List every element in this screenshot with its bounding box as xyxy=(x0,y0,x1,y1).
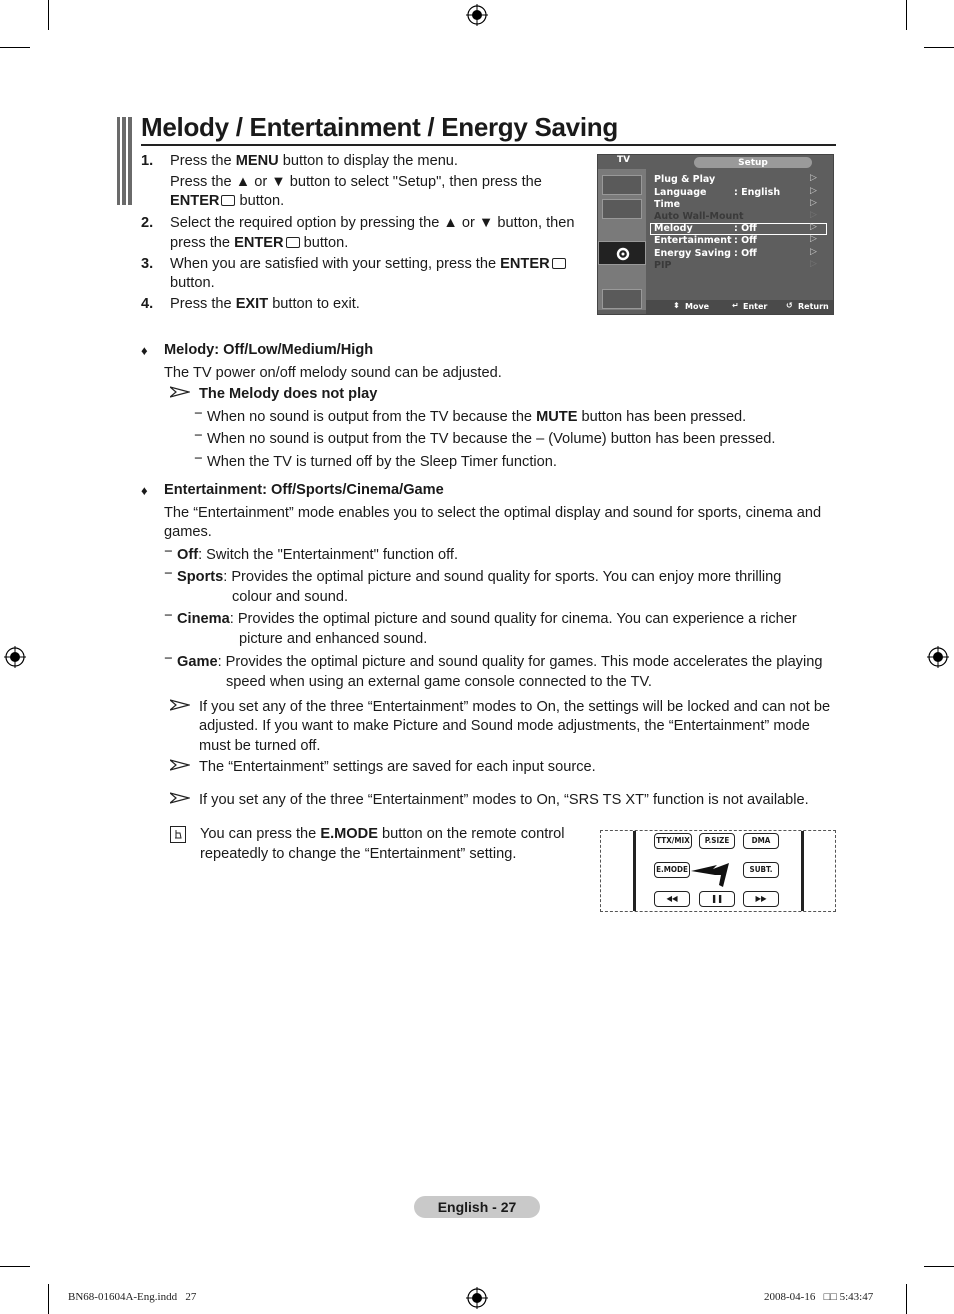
dash-bullet: − xyxy=(164,608,173,624)
setup-gear-icon[interactable] xyxy=(598,241,646,265)
menu-row: PIP xyxy=(654,260,672,271)
remote-hand-icon xyxy=(170,826,186,843)
pointer-arrow-icon xyxy=(689,859,741,889)
registration-mark-icon xyxy=(4,646,26,668)
menu-row-selected[interactable]: Melody : Off xyxy=(654,223,757,234)
submenu-arrow-icon: ▷ xyxy=(810,173,817,183)
crop-mark xyxy=(906,1284,907,1314)
footer-enter-label: Enter xyxy=(743,302,768,311)
submenu-arrow-icon: ▷ xyxy=(810,210,817,220)
fast-forward-button[interactable]: ▶▶ xyxy=(743,891,779,907)
melody-item: When no sound is output from the TV because the – (Volume) button has been pressed. xyxy=(207,431,776,447)
melody-description: The TV power on/off melody sound can be adjusted. xyxy=(164,365,502,381)
menu-row[interactable]: Energy Saving : Off xyxy=(654,248,757,259)
note-arrow-icon xyxy=(170,759,190,771)
submenu-arrow-icon: ▷ xyxy=(810,198,817,208)
return-icon: ↺ xyxy=(786,301,793,310)
date-slug: 2008-04-16 □□ 5:43:47 xyxy=(764,1291,874,1303)
remote-body-edge xyxy=(801,831,804,911)
e-mode-button[interactable]: E.MODE xyxy=(654,862,690,878)
menu-row[interactable]: Plug & Play xyxy=(654,174,716,185)
entertainment-heading: Entertainment: Off/Sports/Cinema/Game xyxy=(164,482,444,498)
title-underline xyxy=(141,144,836,146)
step-1-line-2: Press the ▲ or ▼ button to select "Setup", then press the xyxy=(170,174,542,190)
registration-mark-icon xyxy=(466,4,488,26)
note-arrow-icon xyxy=(170,792,190,804)
crop-mark xyxy=(0,1266,30,1267)
registration-mark-icon xyxy=(466,1287,488,1309)
note-1-line-3: must be turned off. xyxy=(199,738,321,754)
menu-row[interactable]: Entertainment : Off xyxy=(654,235,757,246)
submenu-arrow-icon: ▷ xyxy=(810,186,817,196)
melody-item: When no sound is output from the TV because the MUTE button has been pressed. xyxy=(207,409,747,425)
enter-icon xyxy=(221,195,235,206)
dash-bullet: − xyxy=(194,428,203,444)
entertainment-desc-line-2: games. xyxy=(164,524,212,540)
enter-icon xyxy=(286,237,300,248)
crop-mark xyxy=(48,1284,49,1314)
dash-bullet: − xyxy=(194,451,203,467)
menu-header: Setup xyxy=(694,157,812,168)
step-3-line-2: button. xyxy=(170,275,215,291)
note-1-line-2: adjusted. If you want to make Picture and Sound mode adjustments, the “Entertainment” mode xyxy=(199,718,810,734)
dash-bullet: − xyxy=(164,544,173,560)
note-3: If you set any of the three “Entertainment” modes to On, “SRS TS XT” function is not available. xyxy=(199,792,809,808)
mode-cinema: Cinema: Provides the optimal picture and sound quality for cinema. You can experience a richer xyxy=(177,611,797,627)
submenu-arrow-icon: ▷ xyxy=(810,222,817,232)
enter-icon: ↵ xyxy=(732,301,739,310)
remote-tip-line-1: You can press the E.MODE button on the remote control xyxy=(200,826,565,842)
remote-tip-line-2: repeatedly to change the “Entertainment” setting. xyxy=(200,846,517,862)
p-size-button[interactable]: P.SIZE xyxy=(699,833,735,849)
mode-sports: Sports: Provides the optimal picture and sound quality for sports. You can enjoy more thrilling xyxy=(177,569,782,585)
step-number: 4. xyxy=(141,296,154,312)
mode-cinema-line-2: picture and enhanced sound. xyxy=(239,631,428,647)
bullet-diamond-icon: ♦ xyxy=(141,343,148,358)
rewind-button[interactable]: ◀◀ xyxy=(654,891,690,907)
crop-mark xyxy=(0,47,30,48)
pause-button[interactable]: ❚❚ xyxy=(699,891,735,907)
application-icon[interactable] xyxy=(602,289,642,309)
entertainment-desc-line-1: The “Entertainment” mode enables you to select the optimal display and sound for sports, cinema and xyxy=(164,505,822,521)
step-2-line-1: Select the required option by pressing the ▲ or ▼ button, then xyxy=(170,215,575,231)
picture-icon[interactable] xyxy=(602,175,642,195)
dma-button[interactable]: DMA xyxy=(743,833,779,849)
note-arrow-icon xyxy=(170,699,190,711)
menu-source-label: TV xyxy=(617,155,631,165)
step-number: 1. xyxy=(141,153,154,169)
input-icon[interactable] xyxy=(602,267,642,287)
dash-bullet: − xyxy=(164,651,173,667)
remote-illustration xyxy=(600,830,836,912)
dash-bullet: − xyxy=(164,566,173,582)
mode-off: Off: Switch the "Entertainment" function off. xyxy=(177,547,459,563)
menu-icon-sidebar xyxy=(598,169,646,310)
subt-button[interactable]: SUBT. xyxy=(743,862,779,878)
note-1-line-1: If you set any of the three “Entertainment” modes to On, the settings will be locked and can not be xyxy=(199,699,831,715)
step-4-line-1: Press the EXIT button to exit. xyxy=(170,296,360,312)
menu-row[interactable]: Time xyxy=(654,199,681,210)
ttx-mix-button[interactable]: TTX/MIX xyxy=(654,833,692,849)
note-2: The “Entertainment” settings are saved for each input source. xyxy=(199,759,596,775)
sound-icon[interactable] xyxy=(602,199,642,219)
mode-sports-line-2: colour and sound. xyxy=(232,589,349,605)
page-number-badge: English - 27 xyxy=(414,1196,540,1218)
remote-body-edge xyxy=(633,831,636,911)
note-arrow-icon xyxy=(170,386,190,398)
melody-item: When the TV is turned off by the Sleep Timer function. xyxy=(207,454,557,470)
file-slug: BN68-01604A-Eng.indd 27 xyxy=(68,1291,197,1303)
mode-game-line-2: speed when using an external game console connected to the TV. xyxy=(226,674,652,690)
crop-mark xyxy=(924,1266,954,1267)
enter-icon xyxy=(552,258,566,269)
submenu-arrow-icon: ▷ xyxy=(810,234,817,244)
channel-icon[interactable] xyxy=(602,221,642,241)
step-number: 2. xyxy=(141,215,154,231)
step-1-line-1: Press the MENU button to display the menu. xyxy=(170,153,458,169)
submenu-arrow-icon: ▷ xyxy=(810,247,817,257)
melody-heading: Melody: Off/Low/Medium/High xyxy=(164,342,374,358)
mode-game: Game: Provides the optimal picture and sound quality for games. This mode accelerates the playing xyxy=(177,654,823,670)
submenu-arrow-icon: ▷ xyxy=(810,259,817,269)
footer-return-label: Return xyxy=(798,302,829,311)
tv-setup-menu xyxy=(597,154,834,315)
registration-mark-icon xyxy=(927,646,949,668)
page-title: Melody / Entertainment / Energy Saving xyxy=(141,112,618,142)
step-number: 3. xyxy=(141,256,154,272)
step-1-line-3: ENTER button. xyxy=(170,193,285,209)
step-2-line-2: press the ENTER button. xyxy=(170,235,349,251)
melody-note-title: The Melody does not play xyxy=(199,386,378,402)
step-3-line-1: When you are satisfied with your setting, press the ENTER xyxy=(170,254,566,274)
crop-mark xyxy=(906,0,907,30)
move-icon: ⬍ xyxy=(673,301,680,310)
crop-mark xyxy=(924,47,954,48)
menu-footer xyxy=(646,300,833,314)
footer-move-label: Move xyxy=(685,302,710,311)
crop-mark xyxy=(48,0,49,30)
title-accent-bar xyxy=(117,117,132,205)
dash-bullet: − xyxy=(194,406,203,422)
menu-row: Auto Wall-Mount xyxy=(654,211,744,222)
menu-row[interactable]: Language : English xyxy=(654,187,781,198)
bullet-diamond-icon: ♦ xyxy=(141,483,148,498)
